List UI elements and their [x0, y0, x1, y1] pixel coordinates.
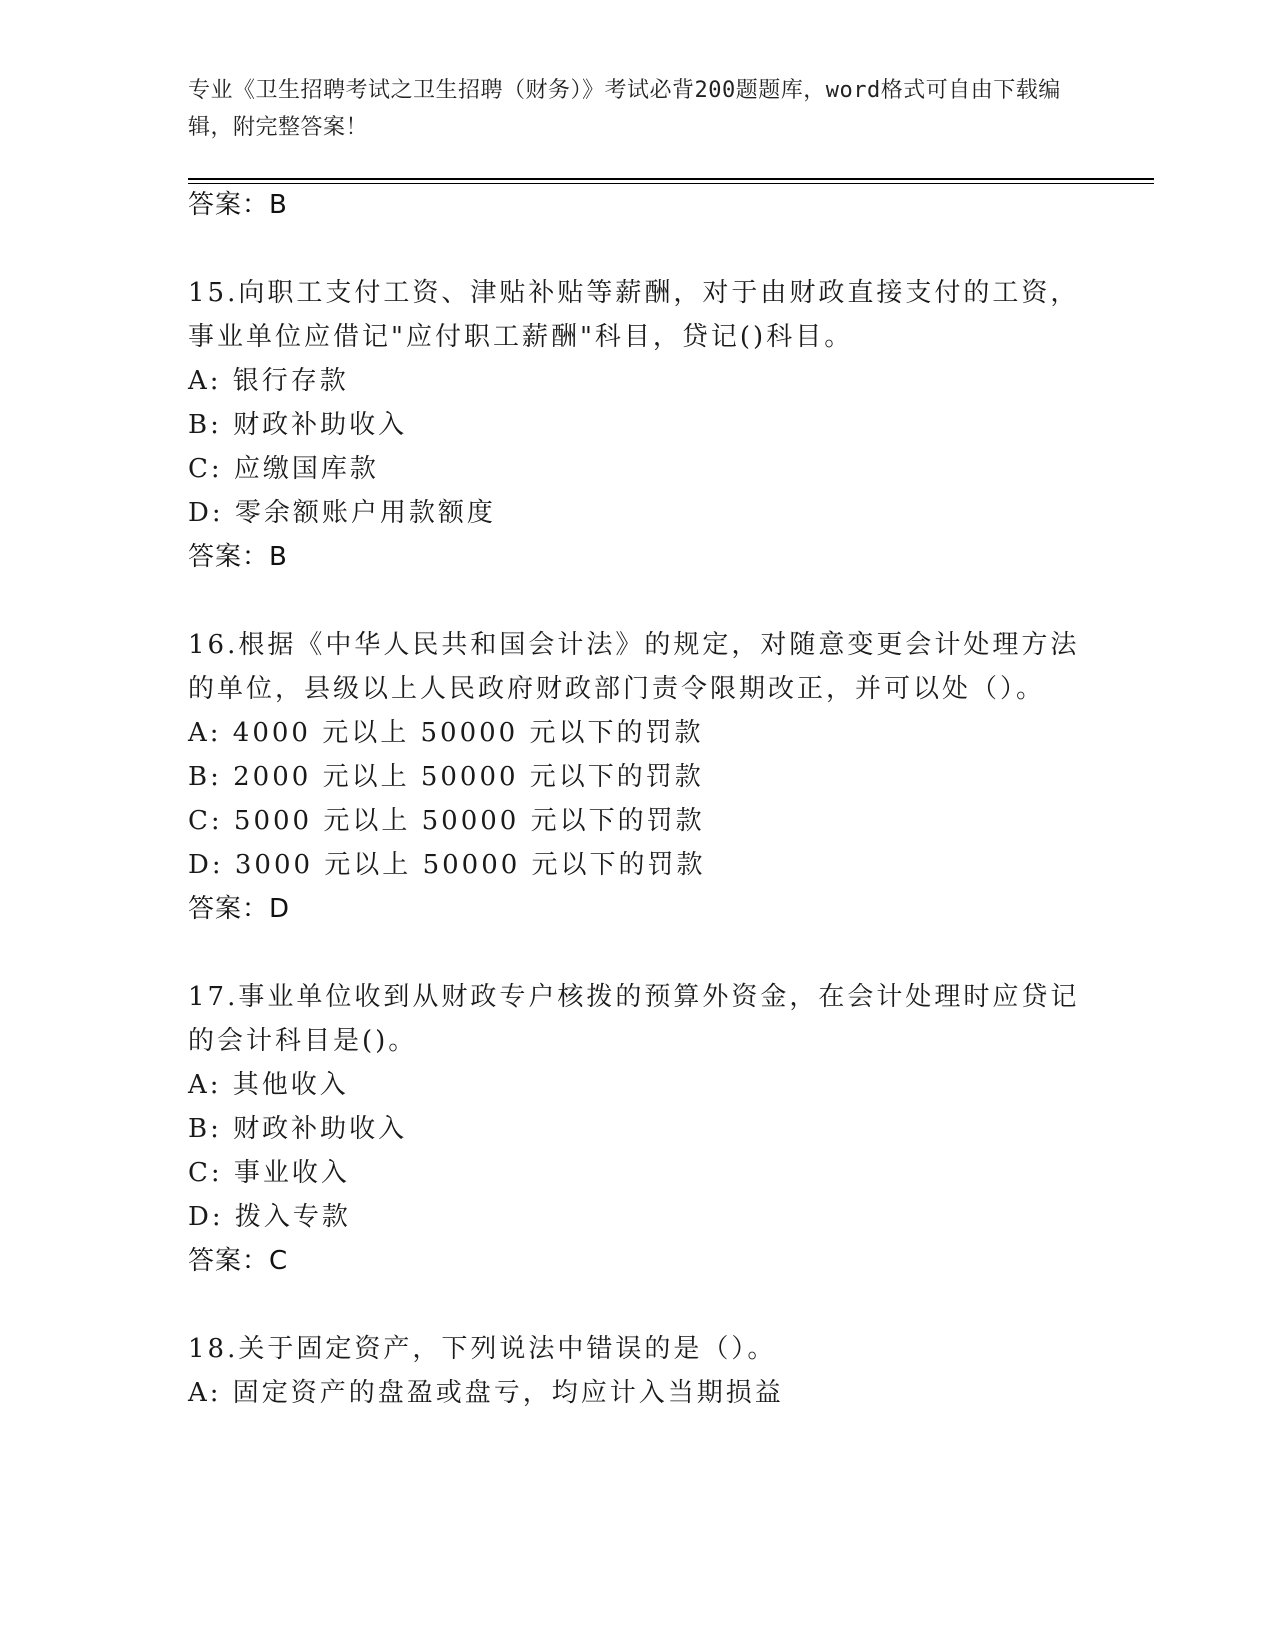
question-16-line-1: 16.根据《中华人民共和国会计法》的规定，对随意变更会计处理方法 [188, 630, 1080, 660]
answer-17: 答案：C [188, 1246, 289, 1276]
question-15-option-c: C: 应缴国库款 [188, 454, 379, 484]
question-16-line-2: 的单位，县级以上人民政府财政部门责令限期改正，并可以处（）。 [188, 674, 1046, 704]
question-15-line-1: 15.向职工支付工资、津贴补贴等薪酬，对于由财政直接支付的工资， [188, 278, 1080, 308]
question-16-option-a: A: 4000 元以上 50000 元以下的罚款 [188, 718, 704, 748]
question-18-line-1: 18.关于固定资产，下列说法中错误的是（）。 [188, 1334, 777, 1364]
question-15-line-2: 事业单位应借记"应付职工薪酬"科目，贷记()科目。 [188, 322, 854, 352]
question-17-option-b: B: 财政补助收入 [188, 1114, 408, 1144]
answer-16: 答案：D [188, 894, 291, 924]
question-17-option-a: A: 其他收入 [188, 1070, 349, 1100]
question-17-option-c: C: 事业收入 [188, 1158, 350, 1188]
question-15-option-b: B: 财政补助收入 [188, 410, 408, 440]
question-15-option-a: A: 银行存款 [188, 366, 349, 396]
question-15-option-d: D: 零余额账户用款额度 [188, 498, 496, 528]
answer-14: 答案：B [188, 190, 288, 220]
question-16-option-d: D: 3000 元以上 50000 元以下的罚款 [188, 850, 706, 880]
header-divider-thick [188, 178, 1154, 180]
question-18-option-a: A: 固定资产的盘盈或盘亏，均应计入当期损益 [188, 1378, 784, 1408]
question-16-option-c: C: 5000 元以上 50000 元以下的罚款 [188, 806, 705, 836]
question-17-option-d: D: 拨入专款 [188, 1202, 351, 1232]
answer-15: 答案：B [188, 542, 288, 572]
question-17-line-2: 的会计科目是()。 [188, 1026, 418, 1056]
header-divider-thin [188, 183, 1154, 184]
question-17-line-1: 17.事业单位收到从财政专户核拨的预算外资金，在会计处理时应贷记 [188, 982, 1080, 1012]
document-header: 专业《卫生招聘考试之卫生招聘（财务）》考试必背200题题库，word格式可自由下载编辑，附完整答案！ [188, 78, 1061, 140]
question-16-option-b: B: 2000 元以上 50000 元以下的罚款 [188, 762, 704, 792]
